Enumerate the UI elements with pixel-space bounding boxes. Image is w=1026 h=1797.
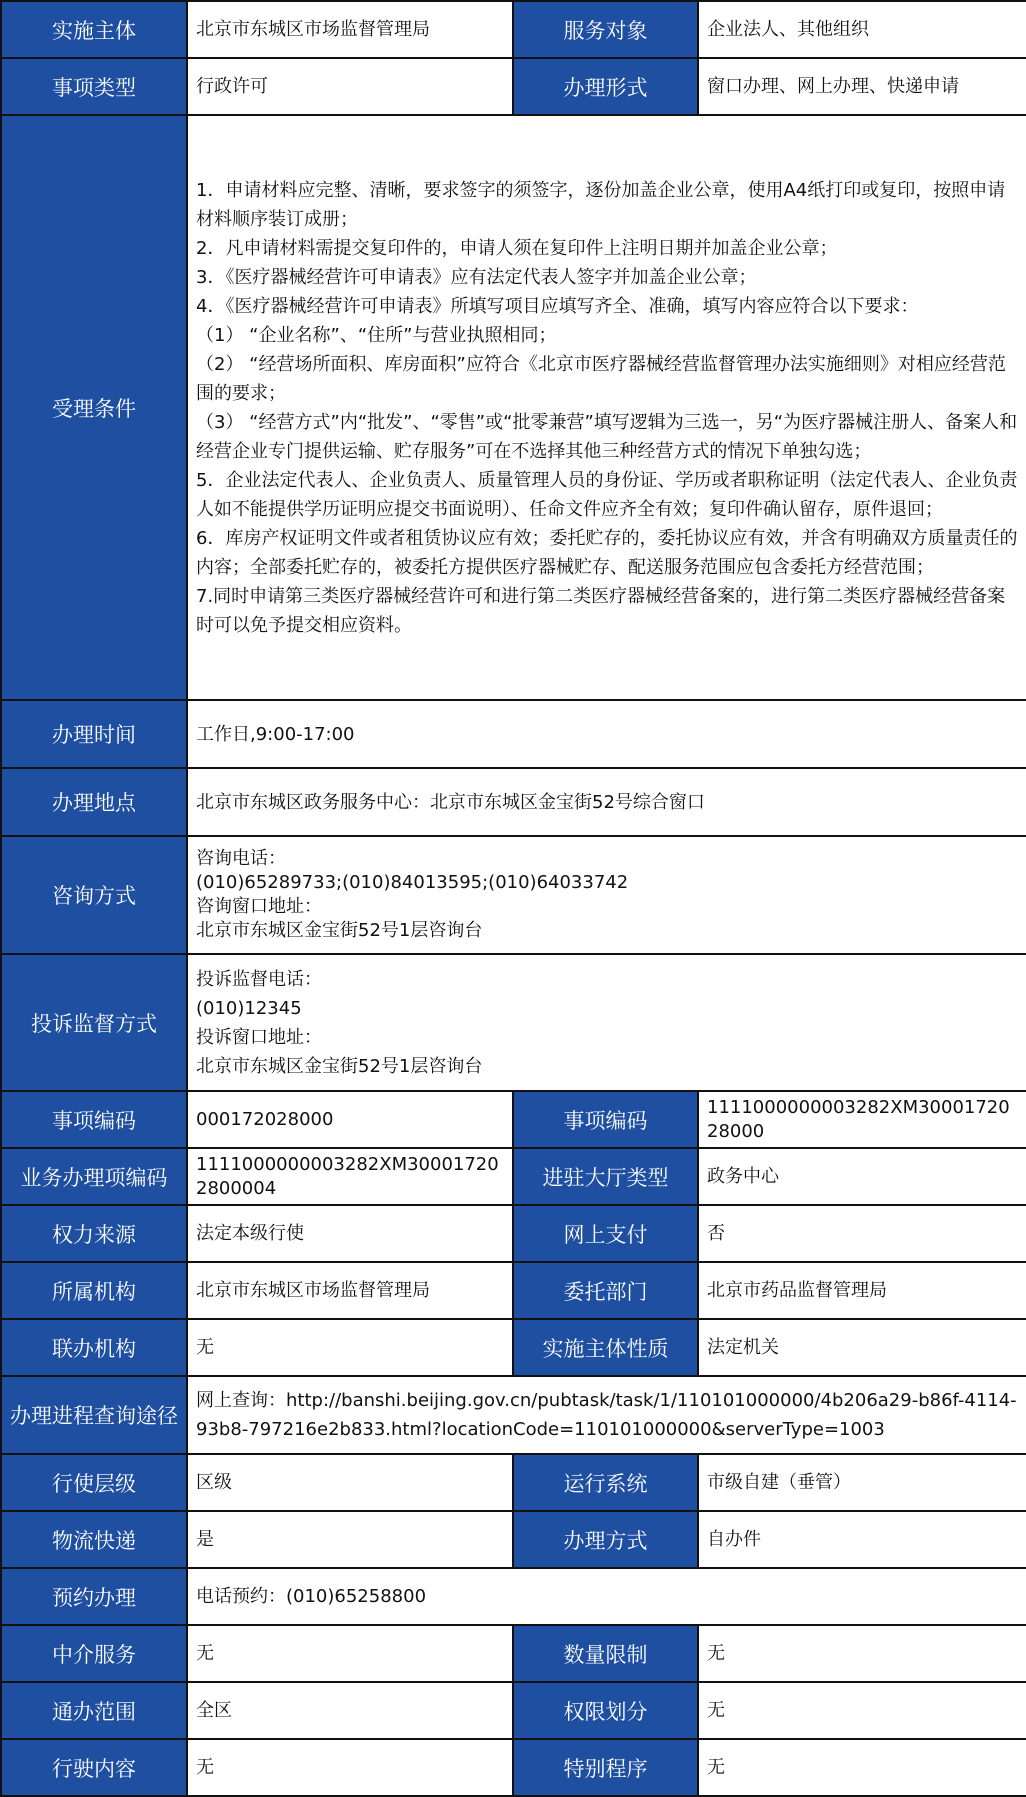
value-exercise-content: 无 — [187, 1739, 513, 1796]
label-item-type: 事项类型 — [1, 58, 187, 115]
value-body-nature: 法定机关 — [698, 1319, 1026, 1376]
label-progress-query: 办理进程查询途径 — [1, 1376, 187, 1454]
row-level — [1, 1454, 1026, 1511]
condition-item: （3） “经营方式”内“批发”、“零售”或“批零兼营”填写逻辑为三选一，另“为医疗器械注册人、备案人和经营企业专门提供运输、贮存服务”可在不选择其他三种经营方式的情况下单独勾选； — [196, 411, 1018, 462]
value-quantity-limit: 无 — [698, 1625, 1026, 1682]
consult-phone-title: 咨询电话： — [196, 848, 286, 869]
row-complaint — [1, 954, 1026, 1091]
label-complaint: 投诉监督方式 — [1, 954, 187, 1091]
value-special-procedure: 无 — [698, 1739, 1026, 1796]
condition-item: 3．《医疗器械经营许可申请表》应有法定代表人签字并加盖企业公章； — [196, 266, 757, 288]
value-service-target: 企业法人、其他组织 — [698, 1, 1026, 58]
value-appointment: 电话预约：(010)65258800 — [187, 1568, 1026, 1625]
row-bizcode — [1, 1148, 1026, 1205]
label-intermediary: 中介服务 — [1, 1625, 187, 1682]
row-agency — [1, 1625, 1026, 1682]
label-handling-form: 办理形式 — [513, 58, 698, 115]
condition-item: 4．《医疗器械经营许可申请表》所填写项目应填写齐全、准确，填写内容应符合以下要求： — [196, 295, 919, 317]
value-progress-query[interactable]: 网上查询：http://banshi.beijing.gov.cn/pubtask/task/1/110101000000/4b206a29-b86f-4114-93b8-797216e2b833.html?locationCode=110101000000&serverType=1003 — [187, 1376, 1026, 1454]
value-item-code-2: 1111000000003282XM3000172028000 — [698, 1091, 1026, 1148]
label-special-procedure: 特别程序 — [513, 1739, 698, 1796]
label-acceptance-conditions: 受理条件 — [1, 115, 187, 700]
label-power-source: 权力来源 — [1, 1205, 187, 1262]
complaint-phone: (010)12345 — [196, 997, 302, 1019]
row-org — [1, 1262, 1026, 1319]
row-express — [1, 1511, 1026, 1568]
value-entrusting-dept: 北京市药品监督管理局 — [698, 1262, 1026, 1319]
value-item-type: 行政许可 — [187, 58, 513, 115]
value-consultation — [187, 836, 1026, 954]
row-content — [1, 1739, 1026, 1796]
value-handling-location: 北京市东城区政务服务中心：北京市东城区金宝街52号综合窗口 — [187, 768, 1026, 836]
value-joint-org: 无 — [187, 1319, 513, 1376]
value-affiliated-org: 北京市东城区市场监督管理局 — [187, 1262, 513, 1319]
label-service-target: 服务对象 — [513, 1, 698, 58]
value-handling-time: 工作日,9:00-17:00 — [187, 700, 1026, 768]
value-business-code: 1111000000003282XM300017202800004 — [187, 1148, 513, 1205]
condition-item: （1） “企业名称”、“住所”与营业执照相同； — [196, 324, 557, 346]
complaint-phone-title: 投诉监督电话： — [196, 968, 322, 990]
label-implementing-body: 实施主体 — [1, 1, 187, 58]
label-item-code: 事项编码 — [1, 1091, 187, 1148]
consult-address: 北京市东城区金宝街52号1层咨询台 — [196, 920, 483, 941]
label-business-code: 业务办理项编码 — [1, 1148, 187, 1205]
label-hall-type: 进驻大厅类型 — [513, 1148, 698, 1205]
value-logistics: 是 — [187, 1511, 513, 1568]
value-exercise-level: 区级 — [187, 1454, 513, 1511]
label-affiliated-org: 所属机构 — [1, 1262, 187, 1319]
label-handling-time: 办理时间 — [1, 700, 187, 768]
label-body-nature: 实施主体性质 — [513, 1319, 698, 1376]
row-conditions — [1, 115, 1026, 700]
row-subject — [1, 1, 1026, 58]
complaint-address: 北京市东城区金宝街52号1层咨询台 — [196, 1055, 483, 1077]
label-appointment: 预约办理 — [1, 1568, 187, 1625]
row-hours — [1, 700, 1026, 768]
row-consult — [1, 836, 1026, 954]
label-handling-location: 办理地点 — [1, 768, 187, 836]
condition-item: 7.同时申请第三类医疗器械经营许可和进行第二类医疗器械经营备案的，进行第二类医疗器械经营备案时可以免予提交相应资料。 — [196, 585, 1006, 636]
value-acceptance-conditions — [187, 115, 1026, 700]
row-location — [1, 768, 1026, 836]
label-exercise-level: 行使层级 — [1, 1454, 187, 1511]
value-item-code: 000172028000 — [187, 1091, 513, 1148]
row-type — [1, 58, 1026, 115]
consult-address-title: 咨询窗口地址： — [196, 896, 322, 917]
value-handling-form: 窗口办理、网上办理、快递申请 — [698, 58, 1026, 115]
value-implementing-body: 北京市东城区市场监督管理局 — [187, 1, 513, 58]
row-scope — [1, 1682, 1026, 1739]
label-operating-system: 运行系统 — [513, 1454, 698, 1511]
value-online-payment: 否 — [698, 1205, 1026, 1262]
value-complaint — [187, 954, 1026, 1091]
value-general-scope: 全区 — [187, 1682, 513, 1739]
row-power — [1, 1205, 1026, 1262]
consult-phones: (010)65289733;(010)84013595;(010)64033742 — [196, 872, 629, 893]
complaint-address-title: 投诉窗口地址： — [196, 1026, 322, 1048]
condition-item: （2） “经营场所面积、库房面积”应符合《北京市医疗器械经营监督管理办法实施细则》对相应经营范围的要求； — [196, 353, 1006, 404]
value-intermediary: 无 — [187, 1625, 513, 1682]
row-joint — [1, 1319, 1026, 1376]
label-item-code-2: 事项编码 — [513, 1091, 698, 1148]
value-operating-system: 市级自建（垂管） — [698, 1454, 1026, 1511]
value-hall-type: 政务中心 — [698, 1148, 1026, 1205]
label-joint-org: 联办机构 — [1, 1319, 187, 1376]
label-quantity-limit: 数量限制 — [513, 1625, 698, 1682]
label-consultation: 咨询方式 — [1, 836, 187, 954]
label-exercise-content: 行驶内容 — [1, 1739, 187, 1796]
row-appointment — [1, 1568, 1026, 1625]
label-online-payment: 网上支付 — [513, 1205, 698, 1262]
condition-item: 6．库房产权证明文件或者租赁协议应有效；委托贮存的，委托协议应有效，并含有明确双方质量责任的内容；全部委托贮存的，被委托方提供医疗器械贮存、配送服务范围应包含委托方经营范围； — [196, 527, 1018, 578]
value-handling-method: 自办件 — [698, 1511, 1026, 1568]
label-entrusting-dept: 委托部门 — [513, 1262, 698, 1319]
label-handling-method: 办理方式 — [513, 1511, 698, 1568]
value-authority-division: 无 — [698, 1682, 1026, 1739]
condition-item: 2．凡申请材料需提交复印件的，申请人须在复印件上注明日期并加盖企业公章； — [196, 237, 838, 259]
row-code — [1, 1091, 1026, 1148]
label-authority-division: 权限划分 — [513, 1682, 698, 1739]
value-power-source: 法定本级行使 — [187, 1205, 513, 1262]
condition-item: 5．企业法定代表人、企业负责人、质量管理人员的身份证、学历或者职称证明（法定代表人、企业负责人如不能提供学历证明应提交书面说明）、任命文件应齐全有效；复印件确认留存，原件退回； — [196, 469, 1018, 520]
row-progress — [1, 1376, 1026, 1454]
condition-item: 1．申请材料应完整、清晰，要求签字的须签字，逐份加盖企业公章，使用A4纸打印或复印，按照申请材料顺序装订成册； — [196, 179, 1006, 230]
label-general-scope: 通办范围 — [1, 1682, 187, 1739]
label-logistics: 物流快递 — [1, 1511, 187, 1568]
